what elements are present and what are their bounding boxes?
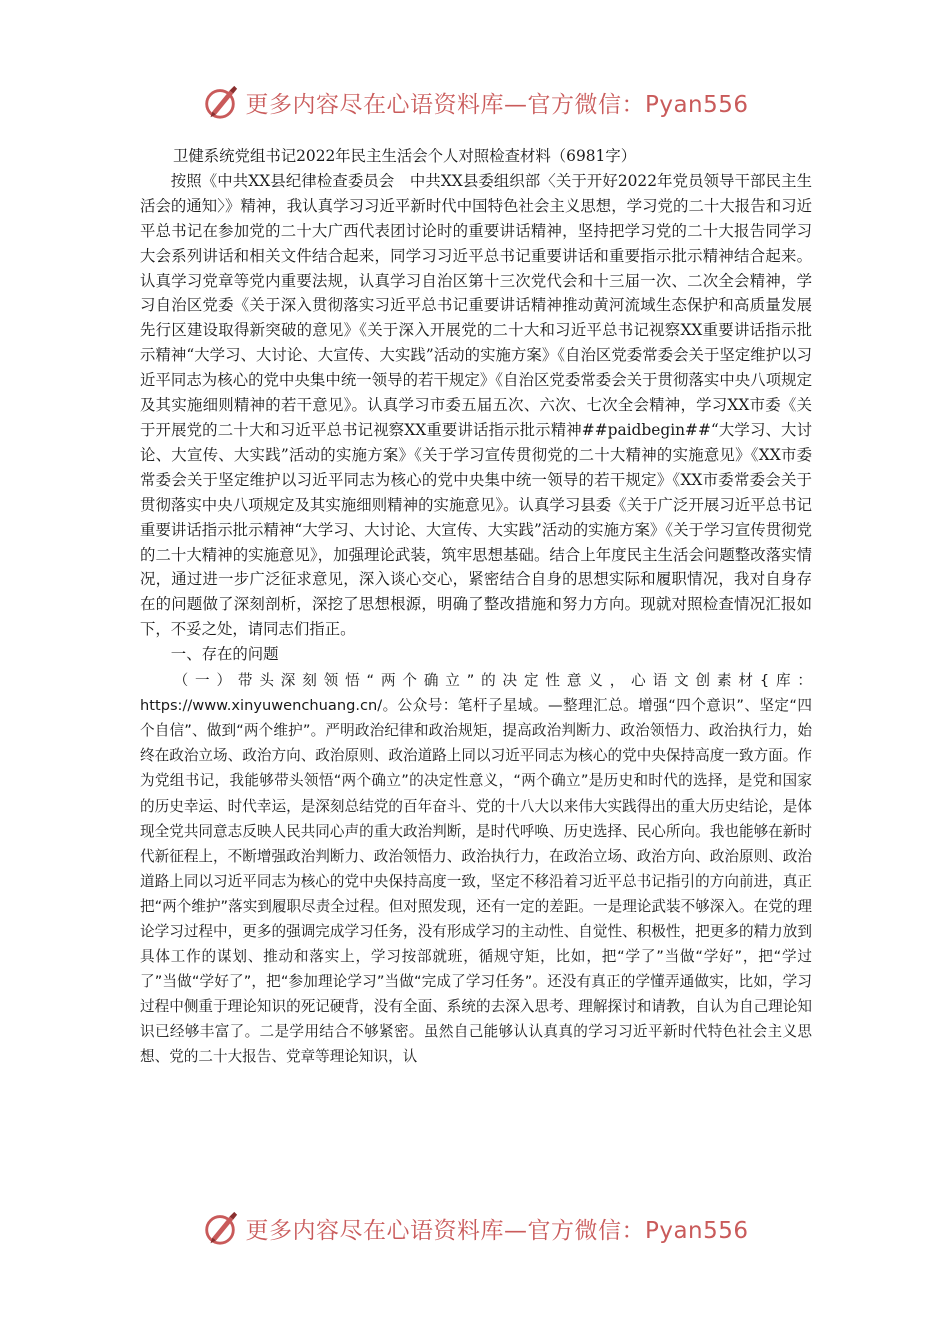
header-watermark (0, 80, 950, 124)
footer-watermark (0, 1206, 950, 1250)
pen-logo-icon (201, 83, 239, 121)
document-body (140, 144, 812, 1070)
pen-logo-icon (201, 1209, 239, 1247)
section-heading: 一、存在的问题 (170, 645, 279, 664)
watermark-text: 更多内容尽在心语资料库—官方微信：Pyan556 (245, 91, 749, 118)
watermark-text: 更多内容尽在心语资料库—官方微信：Pyan556 (245, 1217, 749, 1244)
document-title: 卫健系统党组书记2022年民主生活会个人对照检查材料（6981字） (173, 147, 637, 165)
intro-paragraph: 按照《中共XX县纪律检查委员会 中共XX县委组织部〈关于开好2022年党员领导干部民主生活会的通知〉》精神，我认真学习习近平新时代中国特色社会主义思想，学习党的二十大报告和习近平总书记在参加党的二十大广西代表团讨论时的重要讲话精神，坚持把学习党的二十大报告同学习大会系列讲话和相关文件结合起来，同学习习近平总书记重要讲话和重要指示批示精神结合起来。认真学习党章等党内重要法规，认真学习自治区第十三次党代会和十三届一次、二次全会精神，学习自治区党委《关于深入贯彻落实习近平总书记重要讲话精神推动黄河流域生态保护和高质量发展先行区建设取得新突破的意见》《关于深入开展党的二十大和习近平总书记视察XX重要讲话指示批示精神“大学习、大讨论、大宣传、大实践”活动的实施方案》《自治区党委常委会关于坚定维护以习近平同志为核心的党中央集中统一领导的若干规定》《自治区党委常委会关于贯彻落实中央八项规定及其实施细则精神的若干意见》。认真学习市委五届五次、六次、七次全会精神，学习XX市委《关于开展党的二十大和习近平总书记视察XX重要讲话指示批示精神##paidbegin##“大学习、大讨论、大宣传、大实践”活动的实施方案》《关于学习宣传贯彻党的二十大精神的实施意见》《XX市委常委会关于坚定维护以习近平同志为核心的党中央集中统一领导的若干规定》《XX市委常委会关于贯彻落实中央八项规定及其实施细则精神的实施意见》。认真学习县委《关于广泛开展习近平总书记重要讲话指示批示精神“大学习、大讨论、大宣传、大实践”活动的实施方案》《关于学习宣传贯彻党的二十大精神的实施意见》，加强理论武装，筑牢思想基础。结合上年度民主生活会问题整改落实情况，通过进一步广泛征求意见，深入谈心交心，紧密结合自身的思想实际和履职情况，我对自身存在的问题做了深刻剖析，深挖了思想根源，明确了整改措施和努力方向。现就对照检查情况汇报如下，不妥之处，请同志们指正。 (140, 171, 812, 639)
subsection-paragraph: （一）带头深刻领悟“两个确立”的决定性意义，心语文创素材{库：https://www.xinyuwenchuang.cn/。公众号：笔杆子星域。—整理汇总。增强“四个意识”、坚定“四个自信”、做到“两个维护”。严明政治纪律和政治规矩，提高政治判断力、政治领悟力、政治执行力，始终在政治立场、政治方向、政治原则、政治道路上同以习近平同志为核心的党中央保持高度一致方面。作为党组书记，我能够带头领悟“两个确立”的决定性意义，“两个确立”是历史和时代的选择，是党和国家的历史幸运、时代幸运，是深刻总结党的百年奋斗、党的十八大以来伟大实践得出的重大历史结论，是体现全党共同意志反映人民共同心声的重大政治判断，是时代呼唤、历史选择、民心所向。我也能够在新时代新征程上，不断增强政治判断力、政治领悟力、政治执行力，在政治立场、政治方向、政治原则、政治道路上同以习近平同志为核心的党中央保持高度一致，坚定不移沿着习近平总书记指引的方向前进，真正把“两个维护”落实到履职尽责全过程。但对照发现，还有一定的差距。一是理论武装不够深入。在党的理论学习过程中，更多的强调完成学习任务，没有形成学习的主动性、自觉性、积极性，把更多的精力放到具体工作的谋划、推动和落实上，学习按部就班，循规守矩，比如，把“学了”当做“学好”，把“学过了”当做“学好了”，把“参加理论学习”当做“完成了学习任务”。还没有真正的学懂弄通做实，比如，学习过程中侧重于理论知识的死记硬背，没有全面、系统的去深入思考、理解探讨和请教，自认为自己理论知识已经够丰富了。二是学用结合不够紧密。虽然自己能够认认真真的学习习近平新时代特色社会主义思想、党的二十大报告、党章等理论知识，认 (140, 672, 812, 1066)
